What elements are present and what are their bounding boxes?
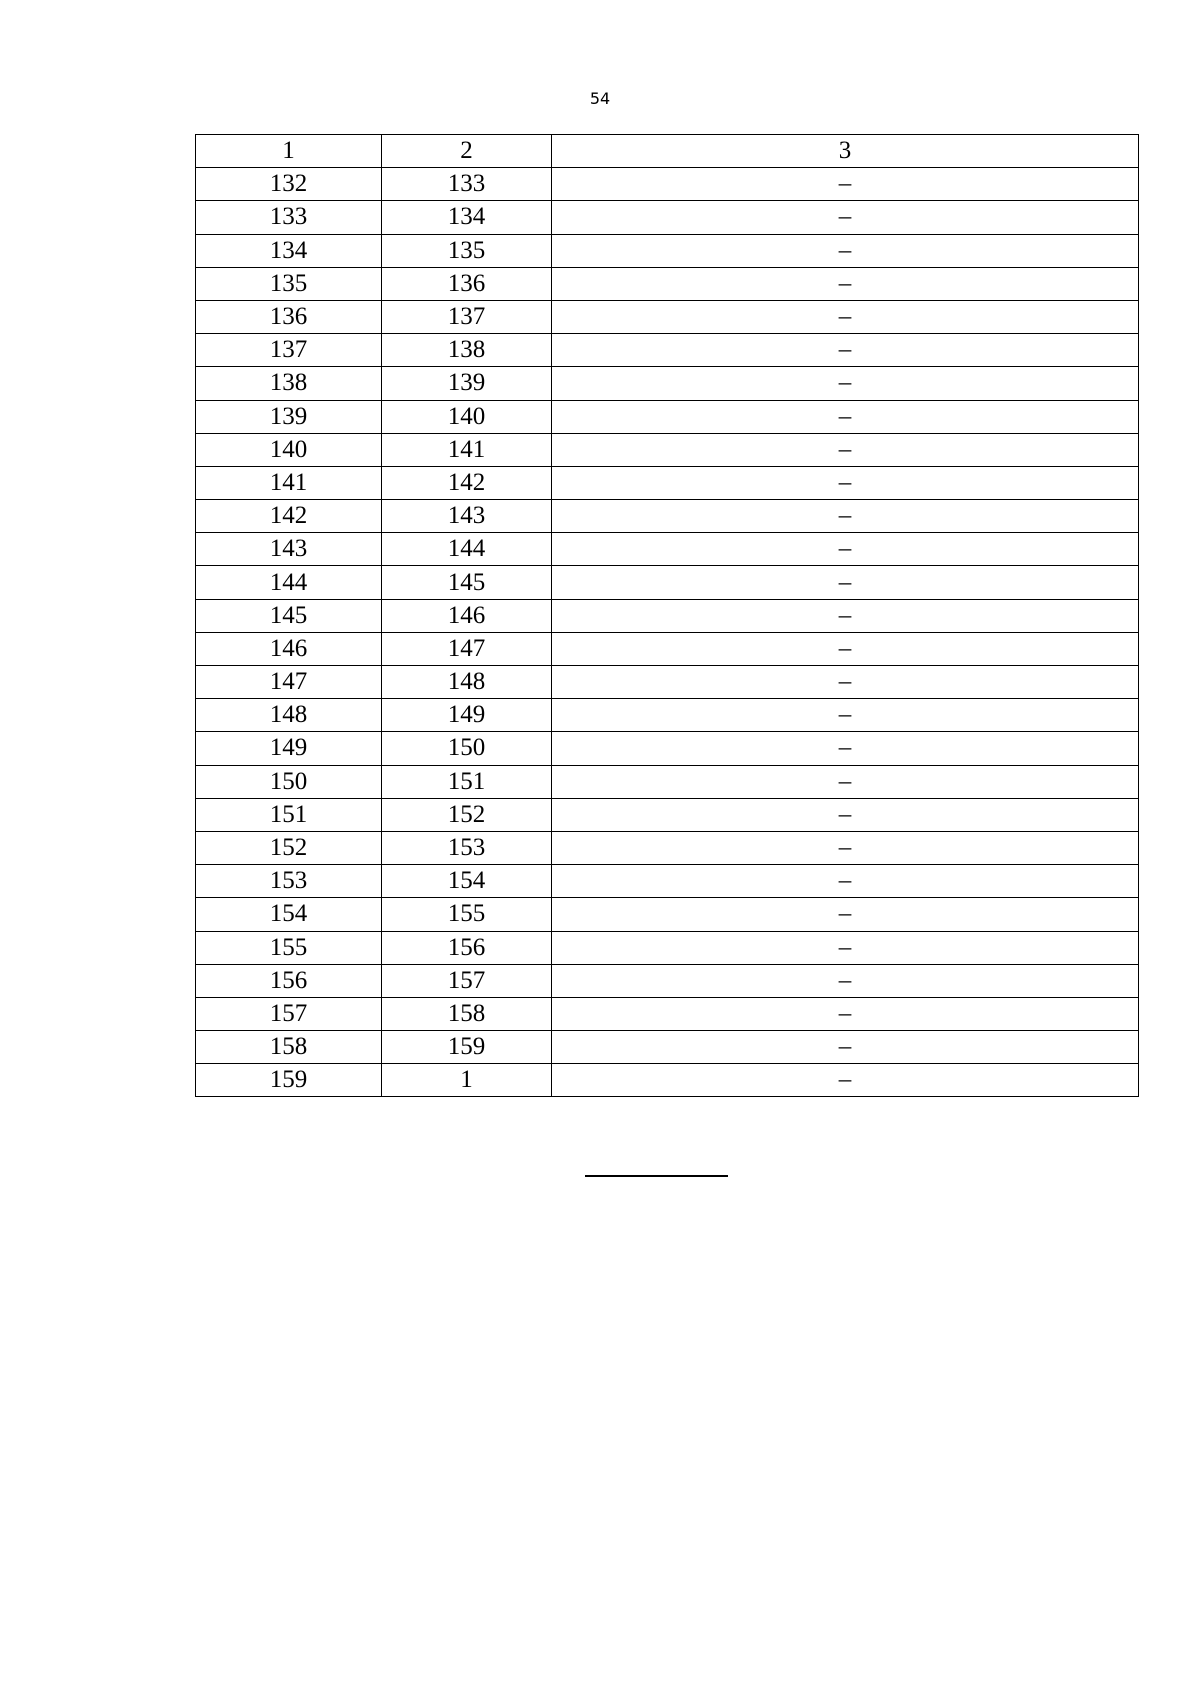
table-cell: 149 xyxy=(196,732,382,765)
table-cell: 139 xyxy=(196,400,382,433)
table-row xyxy=(196,898,1139,931)
table-cell: 140 xyxy=(196,433,382,466)
table-cell: – xyxy=(552,168,1139,201)
table-header xyxy=(196,135,1139,168)
table-cell: – xyxy=(552,632,1139,665)
table-cell: 156 xyxy=(382,931,552,964)
table-row xyxy=(196,964,1139,997)
table-cell: – xyxy=(552,334,1139,367)
table-row xyxy=(196,566,1139,599)
table-cell: 143 xyxy=(196,533,382,566)
table-cell: – xyxy=(552,931,1139,964)
table-row xyxy=(196,765,1139,798)
table-cell: – xyxy=(552,367,1139,400)
column-header: 1 xyxy=(196,135,382,168)
table-cell: – xyxy=(552,732,1139,765)
table-cell: 153 xyxy=(382,831,552,864)
table-cell: – xyxy=(552,234,1139,267)
table-cell: – xyxy=(552,433,1139,466)
table-cell: 149 xyxy=(382,699,552,732)
table-row xyxy=(196,433,1139,466)
table-body xyxy=(196,168,1139,1097)
table-cell: 133 xyxy=(382,168,552,201)
table-row xyxy=(196,234,1139,267)
table-cell: 159 xyxy=(382,1031,552,1064)
table-row xyxy=(196,931,1139,964)
table-cell: – xyxy=(552,466,1139,499)
table-cell: – xyxy=(552,1031,1139,1064)
table-cell: – xyxy=(552,400,1139,433)
table-row xyxy=(196,599,1139,632)
table-row xyxy=(196,533,1139,566)
table-row xyxy=(196,466,1139,499)
table-cell: – xyxy=(552,599,1139,632)
table-cell: – xyxy=(552,831,1139,864)
table-cell: 154 xyxy=(196,898,382,931)
table-cell: 158 xyxy=(196,1031,382,1064)
table-cell: 144 xyxy=(196,566,382,599)
table-row xyxy=(196,300,1139,333)
table-row xyxy=(196,632,1139,665)
table-cell: – xyxy=(552,566,1139,599)
table-cell: – xyxy=(552,798,1139,831)
table-row xyxy=(196,500,1139,533)
table-cell: – xyxy=(552,500,1139,533)
table-row xyxy=(196,798,1139,831)
table-cell: 152 xyxy=(382,798,552,831)
table-row xyxy=(196,367,1139,400)
table-cell: – xyxy=(552,300,1139,333)
table-cell: 158 xyxy=(382,997,552,1030)
table-cell: 143 xyxy=(382,500,552,533)
table-cell: 134 xyxy=(382,201,552,234)
table-row xyxy=(196,334,1139,367)
table-cell: 138 xyxy=(382,334,552,367)
table-cell: 136 xyxy=(382,267,552,300)
table-cell: 155 xyxy=(382,898,552,931)
table-cell: – xyxy=(552,533,1139,566)
table-cell: 151 xyxy=(196,798,382,831)
table-cell: – xyxy=(552,964,1139,997)
column-header: 2 xyxy=(382,135,552,168)
table-cell: 133 xyxy=(196,201,382,234)
page-number: 54 xyxy=(589,89,611,108)
table-row xyxy=(196,831,1139,864)
table-cell: 148 xyxy=(382,666,552,699)
table-cell: 141 xyxy=(196,466,382,499)
table-cell: – xyxy=(552,267,1139,300)
table-cell: 147 xyxy=(196,666,382,699)
table-cell: 152 xyxy=(196,831,382,864)
table-cell: 137 xyxy=(382,300,552,333)
header-row xyxy=(196,135,1139,168)
table-cell: 146 xyxy=(196,632,382,665)
table-cell: 150 xyxy=(382,732,552,765)
column-header: 3 xyxy=(552,135,1139,168)
table-row xyxy=(196,865,1139,898)
table-cell: 142 xyxy=(196,500,382,533)
table-cell: 146 xyxy=(382,599,552,632)
data-table xyxy=(195,134,1139,1097)
table-cell: – xyxy=(552,201,1139,234)
end-of-table-rule xyxy=(585,1175,728,1177)
table-row xyxy=(196,1064,1139,1097)
table-cell: – xyxy=(552,666,1139,699)
table-cell: 156 xyxy=(196,964,382,997)
table-cell: 142 xyxy=(382,466,552,499)
table-cell: – xyxy=(552,898,1139,931)
table-row xyxy=(196,699,1139,732)
table-cell: 155 xyxy=(196,931,382,964)
table-row xyxy=(196,168,1139,201)
table-cell: 135 xyxy=(196,267,382,300)
table-row xyxy=(196,201,1139,234)
table-cell: 159 xyxy=(196,1064,382,1097)
table-row xyxy=(196,666,1139,699)
table-row xyxy=(196,400,1139,433)
table-cell: 138 xyxy=(196,367,382,400)
table-cell: – xyxy=(552,699,1139,732)
table-cell: 147 xyxy=(382,632,552,665)
table-cell: 144 xyxy=(382,533,552,566)
table-row xyxy=(196,997,1139,1030)
table-cell: – xyxy=(552,765,1139,798)
table-cell: 132 xyxy=(196,168,382,201)
table-cell: 135 xyxy=(382,234,552,267)
table-cell: 145 xyxy=(196,599,382,632)
table-cell: 141 xyxy=(382,433,552,466)
table-cell: 157 xyxy=(382,964,552,997)
table-cell: 157 xyxy=(196,997,382,1030)
table-cell: 151 xyxy=(382,765,552,798)
table-cell: 134 xyxy=(196,234,382,267)
table-cell: 154 xyxy=(382,865,552,898)
table-row xyxy=(196,267,1139,300)
table-row xyxy=(196,1031,1139,1064)
table-cell: 153 xyxy=(196,865,382,898)
table-cell: 140 xyxy=(382,400,552,433)
table-cell: – xyxy=(552,1064,1139,1097)
table-cell: 137 xyxy=(196,334,382,367)
table-row xyxy=(196,732,1139,765)
table-cell: – xyxy=(552,997,1139,1030)
table-cell: 150 xyxy=(196,765,382,798)
table-cell: 148 xyxy=(196,699,382,732)
table-cell: 145 xyxy=(382,566,552,599)
table-cell: 139 xyxy=(382,367,552,400)
table-cell: 136 xyxy=(196,300,382,333)
table-cell: 1 xyxy=(382,1064,552,1097)
table-cell: – xyxy=(552,865,1139,898)
